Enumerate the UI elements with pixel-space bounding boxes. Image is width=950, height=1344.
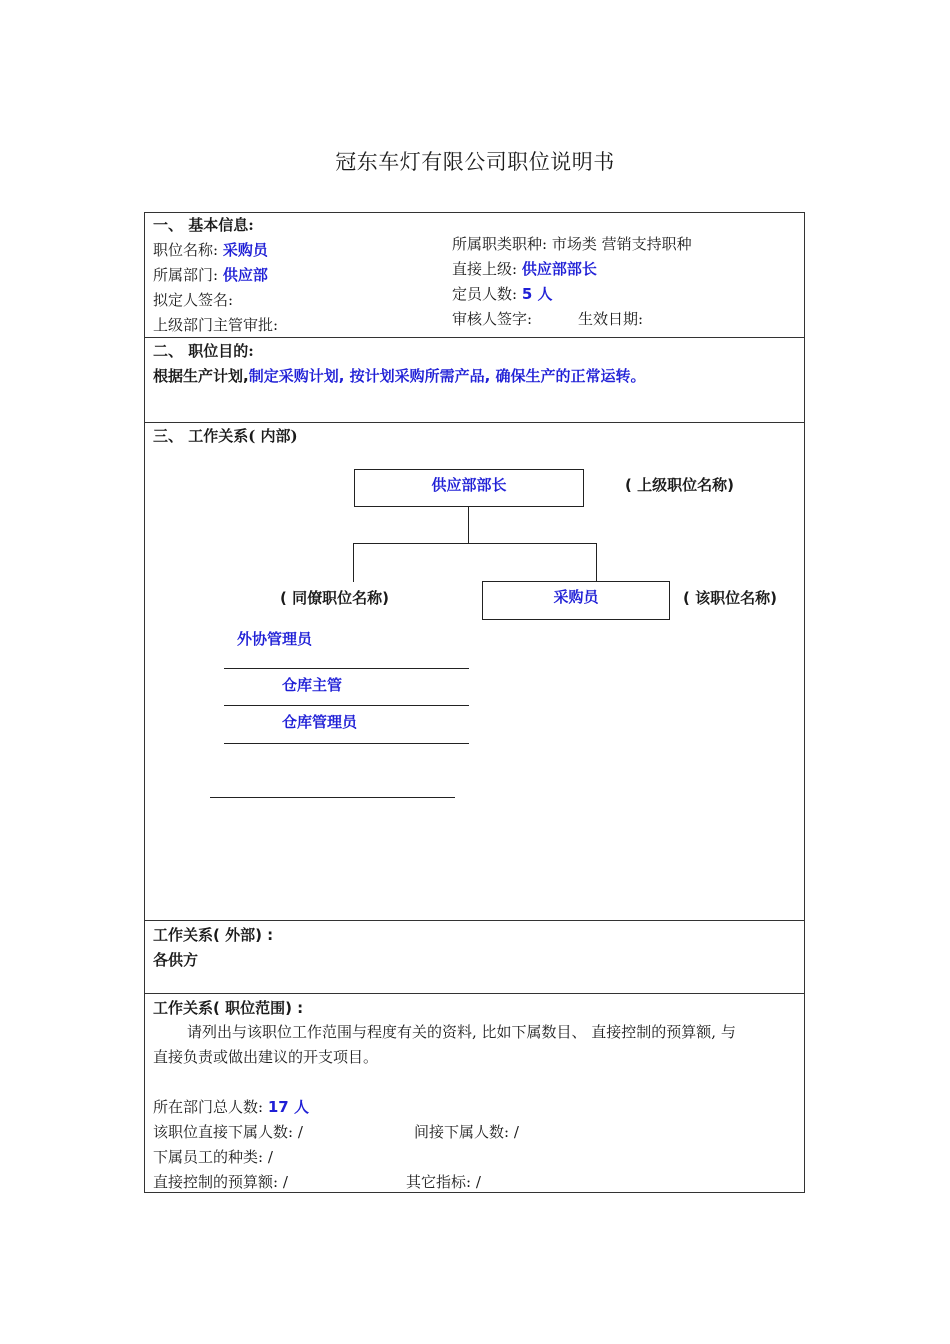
headcount-value: 5 人 [521, 285, 553, 303]
org-line-horizontal [353, 543, 597, 544]
peer-underline-2 [224, 705, 469, 706]
supervisor-row [452, 260, 597, 278]
superior-box: 供应部部长 [354, 469, 584, 507]
supervisor-label: 直接上级: [452, 260, 518, 278]
peer-underline-4 [210, 797, 455, 798]
self-position-box: 采购员 [482, 581, 670, 620]
divider-2 [144, 422, 805, 423]
position-name-row [153, 241, 268, 259]
drafter-signature-label: 拟定人签名: [153, 291, 234, 309]
department-value: 供应部 [222, 266, 268, 284]
external-relations-text: 各供方 [153, 951, 199, 969]
peer-caption: ( 同僚职位名称) [280, 589, 389, 607]
budget-label: 直接控制的预算额: / [153, 1173, 288, 1191]
peer-underline-1 [224, 668, 469, 669]
org-line-down [468, 507, 469, 544]
category-row [452, 235, 692, 253]
document-title: 冠东车灯有限公司职位说明书 [335, 150, 615, 174]
org-line-left-drop [353, 543, 354, 582]
peer-underline-3 [224, 743, 469, 744]
scope-instruction-line1: 请列出与该职位工作范围与程度有关的资料, 比如下属数目、 直接控制的预算额, 与 [187, 1023, 736, 1041]
peer-item-outsourcing: 外协管理员 [237, 630, 313, 648]
purpose-text-prefix: 根据生产计划, [153, 367, 249, 385]
dept-total-row [153, 1098, 309, 1116]
category-value: 市场类 营销支持职种 [551, 235, 692, 253]
scope-heading: 工作关系( 职位范围) : [153, 999, 304, 1017]
department-row [153, 266, 268, 284]
category-label: 所属职类职种: [452, 235, 548, 253]
superior-caption: ( 上级职位名称) [625, 476, 734, 494]
divider-1 [144, 337, 805, 338]
internal-relations-heading: 三、 工作关系( 内部) [153, 427, 298, 445]
subordinate-types-label: 下属员工的种类: / [153, 1148, 273, 1166]
divider-3 [144, 920, 805, 921]
scope-instruction-line2: 直接负责或做出建议的开支项目。 [153, 1048, 379, 1066]
supervisor-value: 供应部部长 [521, 260, 597, 278]
effective-date-label: 生效日期: [578, 310, 644, 328]
dept-total-value: 17 人 [267, 1098, 309, 1116]
position-name-value: 采购员 [222, 241, 268, 259]
reviewer-signature-label: 审核人签字: [452, 310, 533, 328]
direct-subordinates-label: 该职位直接下属人数: / [153, 1123, 303, 1141]
headcount-row [452, 285, 553, 303]
indirect-subordinates-label: 间接下属人数: / [414, 1123, 519, 1141]
peer-item-warehouse-supervisor: 仓库主管 [282, 676, 343, 694]
purpose-heading: 二、 职位目的: [153, 342, 254, 360]
self-caption: ( 该职位名称) [683, 589, 777, 607]
basic-info-heading: 一、 基本信息: [153, 216, 254, 234]
org-line-right-drop [596, 543, 597, 582]
approver-label: 上级部门主管审批: [153, 316, 279, 334]
external-relations-heading: 工作关系( 外部) : [153, 926, 274, 944]
purpose-text [153, 367, 646, 385]
headcount-label: 定员人数: [452, 285, 518, 303]
department-label: 所属部门: [153, 266, 219, 284]
purpose-text-main: 制定采购计划, 按计划采购所需产品, 确保生产的正常运转。 [248, 367, 646, 385]
other-indicators-label: 其它指标: / [406, 1173, 481, 1191]
position-name-label: 职位名称: [153, 241, 219, 259]
divider-4 [144, 993, 805, 994]
dept-total-label: 所在部门总人数: [153, 1098, 264, 1116]
peer-item-warehouse-keeper: 仓库管理员 [282, 713, 358, 731]
